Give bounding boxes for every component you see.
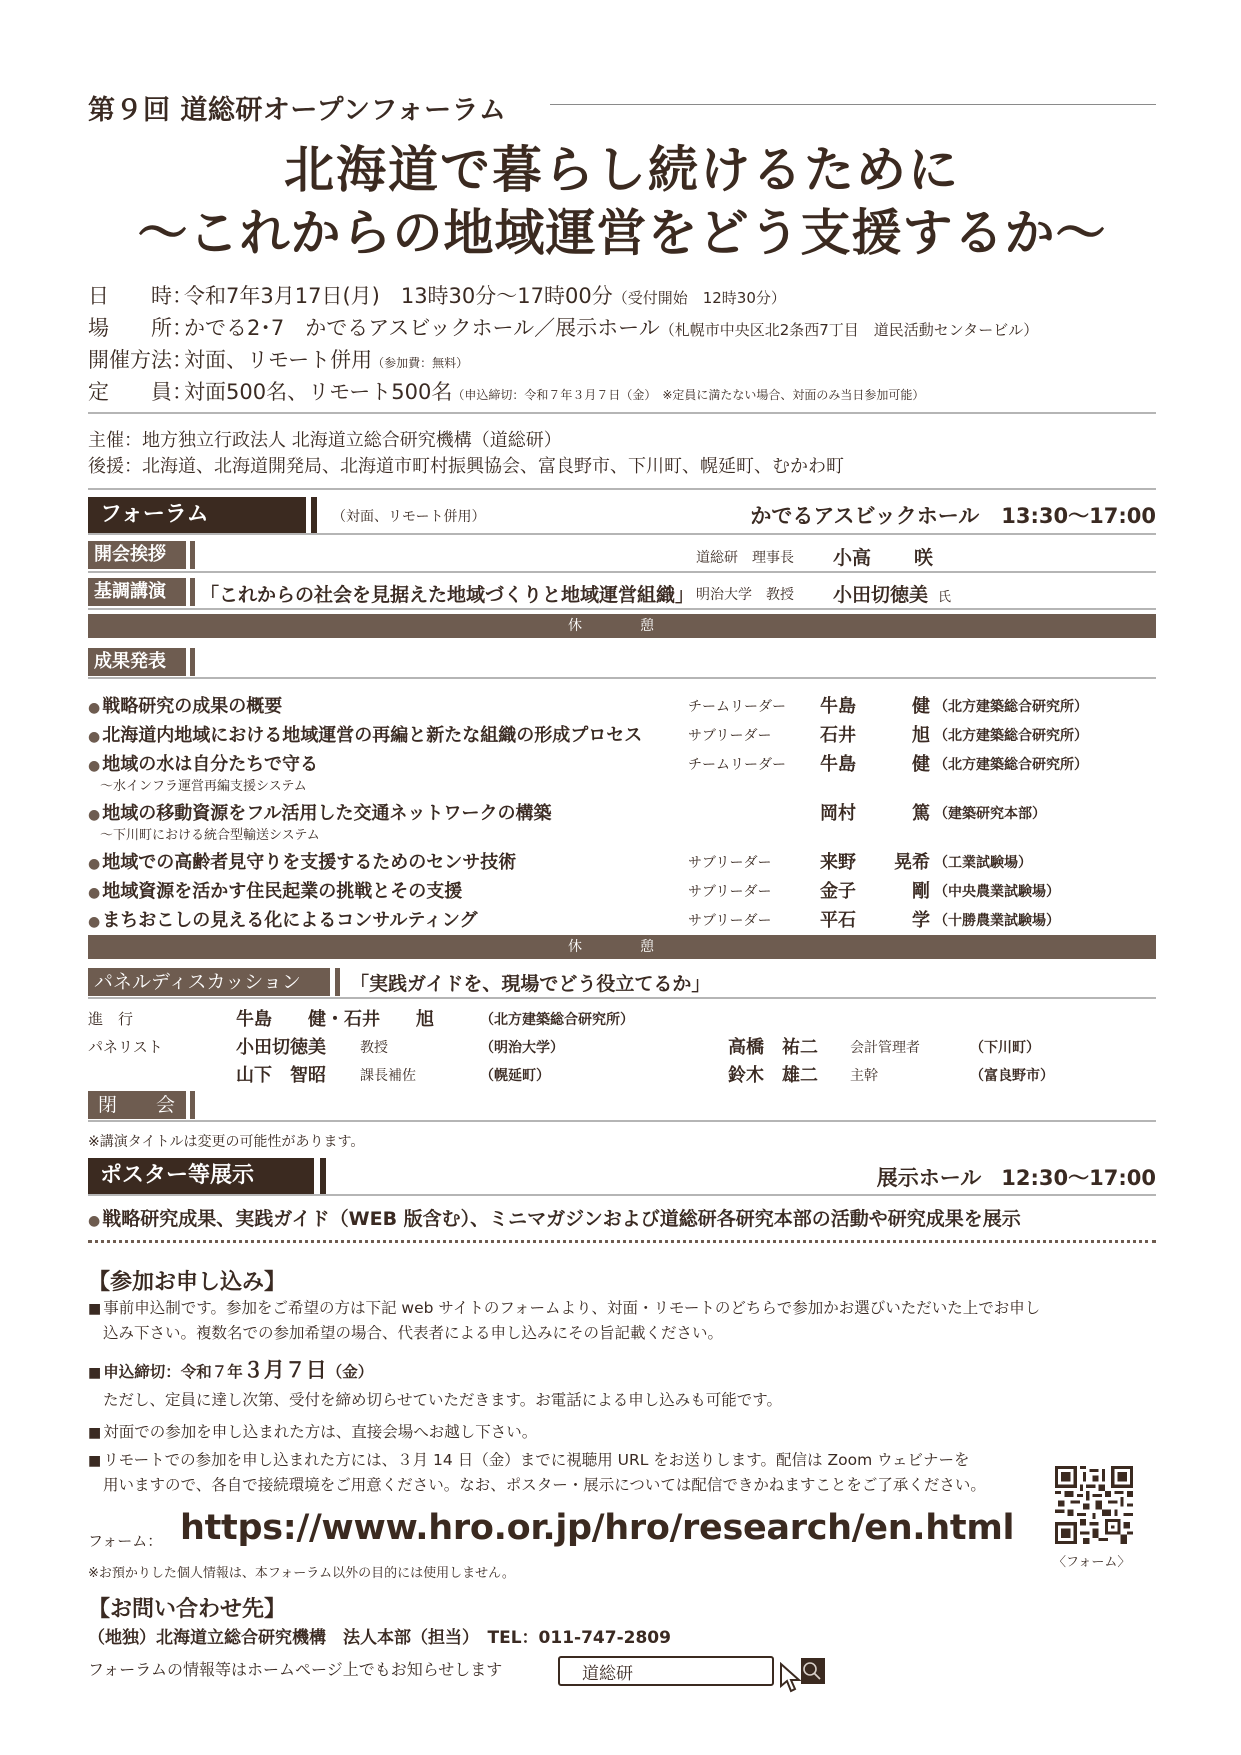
info-date: 日 時：令和7年3月17日(月) 13時30分～17時00分（受付開始 12時30分）: [88, 284, 786, 308]
qr-code[interactable]: [1055, 1466, 1133, 1544]
presentation-title: ● 北海道内地域における地域運営の再編と新たな組織の形成プロセス: [88, 725, 643, 746]
info-capacity: 定 員：対面500名、リモート500名（申込締切：令和７年３月７日（金） ※定員に満たない場合、対面のみ当日参加可能）: [88, 380, 925, 404]
panelist-org: （下川町）: [970, 1040, 1040, 1056]
form-url-link[interactable]: https://www.hro.or.jp/hro/research/en.html: [180, 1508, 1015, 1548]
moderator-label: 進 行: [88, 1010, 134, 1028]
title-change-note: ※講演タイトルは変更の可能性があります。: [88, 1134, 365, 1150]
presenter-name: 来野 晃希: [820, 852, 930, 873]
keynote-speaker: 小田切徳美 氏: [833, 584, 952, 606]
application-deadline-note: ただし、定員に達し次第、受付を締め切らせていただきます。お電話による申し込みも可能です。: [103, 1391, 783, 1409]
section-bar: [190, 648, 195, 676]
application-in-person: ■ 対面での参加を申し込まれた方は、直接会場へお越し下さい。: [88, 1423, 538, 1441]
presentation-title: ● 地域の水は自分たちで守る: [88, 754, 319, 775]
results-label: 成果発表: [88, 648, 186, 676]
presentation-title: ● 地域の移動資源をフル活用した交通ネットワークの構築: [88, 803, 552, 824]
moderator-org: （北方建築総合研究所）: [480, 1012, 634, 1028]
panelist-name: 高橋 祐二: [728, 1037, 818, 1058]
poster-description: ● 戦略研究成果、実践ガイド（WEB 版含む）、ミニマガジンおよび道総研各研究本部の活動や研究成果を展示: [88, 1208, 1021, 1230]
divider: [88, 533, 1156, 535]
opening-affiliation: 道総研 理事長: [696, 550, 794, 566]
section-bar: [335, 968, 340, 996]
divider: [88, 677, 1156, 679]
privacy-note: ※お預かりした個人情報は、本フォーラム以外の目的には使用しません。: [88, 1566, 515, 1581]
presenter-affiliation: （工業試験場）: [934, 855, 1032, 871]
closing-label: 閉 会: [88, 1091, 186, 1119]
divider: [88, 997, 1156, 999]
section-bar: [190, 578, 195, 606]
presenter-role: サブリーダー: [688, 913, 772, 929]
form-label: フォーム：: [88, 1532, 163, 1550]
series-title: 第９回 道総研オープンフォーラム: [88, 95, 507, 126]
presenter-affiliation: （中央農業試験場）: [934, 884, 1060, 900]
subtitle: ～これからの地域運営をどう支援するか～: [137, 204, 1107, 262]
presentation-subtitle: ～水インフラ運営再編支援システム: [100, 779, 307, 794]
poster-venue-time: 展示ホール 12:30～17:00: [876, 1166, 1156, 1190]
section-bar: [190, 541, 195, 569]
panelist-name: 山下 智昭: [236, 1065, 326, 1086]
presentation-title: ● 戦略研究の成果の概要: [88, 696, 283, 717]
panelist-title: 教授: [360, 1040, 388, 1056]
panelist-org: （明治大学）: [480, 1040, 564, 1056]
break-bar: 休 憩: [88, 935, 1156, 959]
presentation-title: ● 地域での高齢者見守りを支援するためのセンサ技術: [88, 852, 517, 873]
presenter-name: 金子 剛: [820, 881, 930, 902]
header-rule: [550, 104, 1156, 105]
contact-org: （地独）北海道立総合研究機構 法人本部（担当） TEL：011-747-2809: [88, 1628, 671, 1648]
presenter-role: チームリーダー: [688, 699, 786, 715]
search-box: [558, 1656, 774, 1686]
presenter-role: サブリーダー: [688, 855, 772, 871]
presentation-title: ● 地域資源を活かす住民起業の挑戦とその支援: [88, 881, 463, 902]
panelist-org: （富良野市）: [970, 1068, 1054, 1084]
homepage-note: フォーラムの情報等はホームページ上でもお知らせします: [88, 1660, 503, 1679]
divider: [88, 608, 1156, 610]
cursor-icon: [778, 1662, 804, 1696]
application-paragraph: ■ 事前申込制です。参加をご希望の方は下記 web サイトのフォームより、対面・リモートのどちらで参加かお選びいただいた上でお申し 込み下さい。複数名での参加希望の場合、代表者による申し込みにその旨記載ください。: [88, 1299, 1041, 1342]
presenter-role: サブリーダー: [688, 884, 772, 900]
info-place: 場 所：かでる2･7 かでるアスビックホール／展示ホール（札幌市中央区北2条西7丁目 道民活動センタービル）: [88, 316, 1039, 340]
presentation-subtitle: ～下川町における統合型輸送システム: [100, 828, 320, 843]
section-bar: [190, 1091, 195, 1119]
presentation-title: ● まちおこしの見える化によるコンサルティング: [88, 910, 478, 931]
support: 後援：北海道、北海道開発局、北海道市町村振興協会、富良野市、下川町、幌延町、むかわ町: [88, 456, 844, 477]
section-bar: [311, 497, 317, 533]
keynote-title: 「これからの社会を見据えた地域づくりと地域運営組織」: [200, 584, 695, 606]
presenter-affiliation: （北方建築総合研究所）: [934, 757, 1088, 773]
keynote-label: 基調講演: [88, 578, 186, 606]
divider: [88, 571, 1156, 573]
info-method: 開催方法：対面、リモート併用（参加費：無料）: [88, 348, 469, 372]
search-button[interactable]: [801, 1658, 825, 1684]
panelist-title: 主幹: [850, 1068, 878, 1084]
keynote-affiliation: 明治大学 教授: [696, 587, 794, 603]
presenter-affiliation: （北方建築総合研究所）: [934, 728, 1088, 744]
presenter-affiliation: （北方建築総合研究所）: [934, 699, 1088, 715]
panelist-org: （幌延町）: [480, 1068, 550, 1084]
panelist-title: 会計管理者: [850, 1040, 920, 1056]
break-bar: 休 憩: [88, 614, 1156, 638]
search-icon: [801, 1660, 825, 1682]
divider: [88, 1194, 1156, 1196]
poster-section-label: ポスター等展示: [88, 1158, 314, 1194]
presenter-affiliation: （建築研究本部）: [934, 806, 1046, 822]
contact-heading: 【お問い合わせ先】: [88, 1597, 287, 1622]
presenter-name: 牛島 健: [820, 696, 930, 717]
opening-speaker: 小高 咲: [833, 547, 933, 569]
presenter-affiliation: （十勝農業試験場）: [934, 913, 1060, 929]
forum-section-label: フォーラム: [88, 497, 306, 533]
panel-title: 「実践ガイドを、現場でどう役立てるか」: [350, 973, 711, 995]
panelist-title: 課長補佐: [360, 1068, 416, 1084]
application-heading: 【参加お申し込み】: [88, 1270, 287, 1295]
forum-mode: （対面、リモート併用）: [332, 509, 486, 525]
forum-venue-time: かでるアスビックホール 13:30～17:00: [750, 504, 1156, 528]
divider: [88, 488, 1156, 490]
presenter-role: チームリーダー: [688, 757, 786, 773]
presenter-name: 石井 旭: [820, 725, 930, 746]
application-deadline: ■ 申込締切：令和７年３月７日（金）: [88, 1358, 374, 1382]
divider: [88, 1120, 1156, 1122]
main-title: 北海道で暮らし続けるために: [284, 141, 960, 199]
panel-label: パネルディスカッション: [88, 968, 330, 996]
panelist-label: パネリスト: [88, 1038, 163, 1056]
divider: [88, 412, 1156, 414]
presenter-name: 岡村 篤: [820, 803, 930, 824]
panelist-name: 小田切徳美: [236, 1037, 326, 1058]
opening-label: 開会挨拶: [88, 541, 186, 569]
section-bar: [320, 1158, 326, 1194]
panelist-name: 鈴木 雄二: [728, 1065, 818, 1086]
application-remote: ■ リモートでの参加を申し込まれた方には、３月 14 日（金）までに視聴用 URL をお送りします。配信は Zoom ウェビナーを 用いますので、各自で接続環境をご用意ください。なお、ポスター・展示については配信できかねますことをご了承ください。: [88, 1451, 986, 1494]
qr-caption: 〈フォーム〉: [1053, 1555, 1131, 1570]
dotted-divider: [88, 1240, 1156, 1243]
host: 主催：地方独立行政法人 北海道立総合研究機構（道総研）: [88, 430, 562, 451]
presenter-role: サブリーダー: [688, 728, 772, 744]
presenter-name: 牛島 健: [820, 754, 930, 775]
search-input[interactable]: [560, 1658, 801, 1684]
presenter-name: 平石 学: [820, 910, 930, 931]
moderator-names: 牛島 健・石井 旭: [236, 1009, 434, 1030]
